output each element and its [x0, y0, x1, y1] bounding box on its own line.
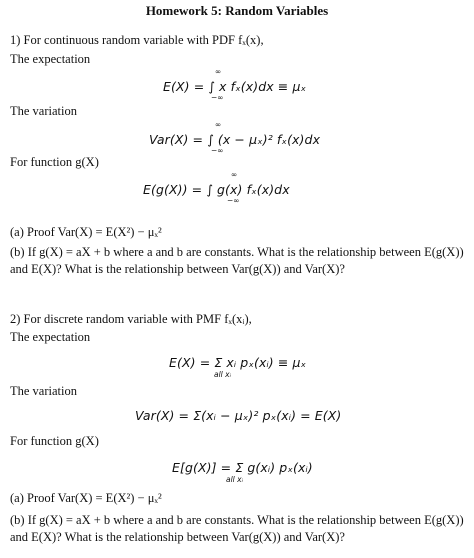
q2-part-a: (a) Proof Var(X) = E(X²) − μₓ²	[10, 491, 162, 505]
q1-expectation-upper-limit: ∞	[215, 67, 222, 76]
q2-part-b-line1: (b) If g(X) = aX + b where a and b are constants. What is the relationship between E(g(X))	[10, 513, 464, 527]
q2-part-b-line2: and E(X)? What is the relationship between Var(g(X)) and Var(X)?	[10, 530, 345, 544]
q1-function-equation: E(g(X)) = ∫ g(x) fₓ(x)dx	[143, 182, 290, 197]
q1-variation-lower-limit: −∞	[211, 146, 224, 155]
q1-function-label: For function g(X)	[10, 155, 99, 169]
q2-expectation-sum-range: all xᵢ	[214, 370, 231, 379]
q2-variation-equation: Var(X) = Σ(xᵢ − μₓ)² pₓ(xᵢ) = E(X)	[135, 408, 342, 423]
q1-variation-equation: Var(X) = ∫ (x − μₓ)² fₓ(x)dx	[149, 132, 321, 147]
q1-variation-upper-limit: ∞	[215, 120, 222, 129]
q2-variation-label: The variation	[10, 384, 77, 398]
q2-function-sum-range: all xᵢ	[226, 475, 243, 484]
q2-function-label: For function g(X)	[10, 434, 99, 448]
q2-expectation-label: The expectation	[10, 330, 91, 344]
q1-part-a: (a) Proof Var(X) = E(X²) − μₓ²	[10, 225, 162, 239]
q1-intro: 1) For continuous random variable with PDF fₓ(x),	[10, 33, 264, 47]
q2-expectation-equation: E(X) = Σ xᵢ pₓ(xᵢ) ≡ μₓ	[169, 355, 307, 370]
q1-variation-label: The variation	[10, 104, 77, 118]
q1-expectation-equation: E(X) = ∫ x fₓ(x)dx ≡ μₓ	[163, 79, 307, 94]
q2-function-equation: E[g(X)] = Σ g(xᵢ) pₓ(xᵢ)	[172, 460, 313, 475]
q2-intro: 2) For discrete random variable with PMF fₓ(xᵢ),	[10, 312, 252, 326]
q1-part-b-line1: (b) If g(X) = aX + b where a and b are constants. What is the relationship between E(g(X))	[10, 245, 464, 259]
q1-expectation-label: The expectation	[10, 52, 91, 66]
q1-part-b-line2: and E(X)? What is the relationship between Var(g(X)) and Var(X)?	[10, 262, 345, 276]
q1-function-upper-limit: ∞	[231, 170, 238, 179]
page-title: Homework 5: Random Variables	[145, 3, 329, 18]
q1-function-lower-limit: −∞	[227, 196, 240, 205]
q1-expectation-lower-limit: −∞	[211, 93, 224, 102]
